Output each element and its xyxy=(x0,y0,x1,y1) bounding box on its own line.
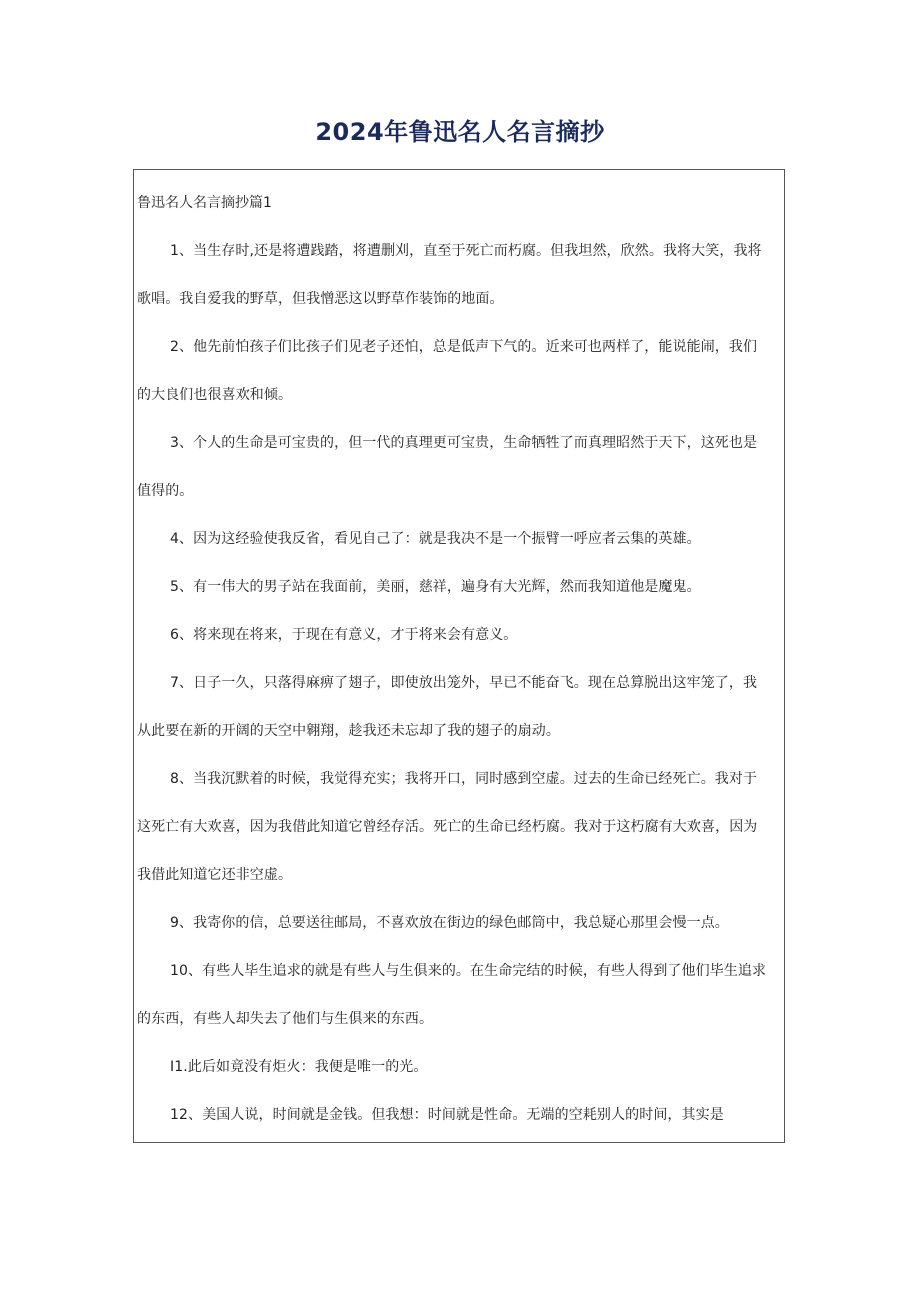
quote-item-2 xyxy=(137,333,782,409)
quote-item-5 xyxy=(137,573,782,601)
quote-text-line: 此后如竟没有炬火：我便是唯一的光。 xyxy=(187,1059,428,1075)
quote-number: 1、 xyxy=(170,243,194,259)
quote-text-line: 将来现在将来，于现在有意义，才于将来会有意义。 xyxy=(193,627,518,643)
quote-number: 10、 xyxy=(170,963,203,979)
quote-text-line: 的大良们也很喜欢和倾。 xyxy=(137,387,293,403)
quote-item-4 xyxy=(137,525,782,553)
section-heading: 鲁迅名人名言摘抄篇1 xyxy=(137,195,272,211)
quote-item-8 xyxy=(137,765,782,889)
quote-number: 7、 xyxy=(170,675,194,691)
quote-text-line: 有一伟大的男子站在我面前，美丽，慈祥，遍身有大光辉，然而我知道他是魔鬼。 xyxy=(193,579,701,595)
quote-text-line: 值得的。 xyxy=(137,483,194,499)
quote-number: 6、 xyxy=(170,627,194,643)
quote-text-line: 从此要在新的开阔的天空中翱翔，趁我还未忘却了我的翅子的扇动。 xyxy=(137,723,560,739)
content-frame xyxy=(133,169,785,1143)
quote-text-line: 这死亡有大欢喜，因为我借此知道它曾经存活。死亡的生命已经朽腐。我对于这朽腐有大欢喜，因为 xyxy=(137,819,758,835)
quote-number: 8、 xyxy=(170,771,194,787)
quote-item-1 xyxy=(137,237,782,313)
quote-number-highlighted xyxy=(170,1059,188,1075)
quote-text-line: 歌唱。我自爱我的野草，但我憎恶这以野草作装饰的地面。 xyxy=(137,291,504,307)
quote-text-line: 我寄你的信，总要送往邮局，不喜欢放在街边的绿色邮筒中，我总疑心那里会慢一点。 xyxy=(193,915,729,931)
quote-text-line: 我借此知道它还非空虚。 xyxy=(137,867,293,883)
quote-text-line: 的东西，有些人却失去了他们与生俱来的东西。 xyxy=(137,1011,434,1027)
document-body xyxy=(137,189,782,1143)
quote-item-10 xyxy=(137,957,782,1033)
quote-text-line: 美国人说，时间就是金钱。但我想：时间就是性命。无端的空耗别人的时间，其实是 xyxy=(202,1107,724,1123)
quote-number: 9、 xyxy=(170,915,194,931)
quote-text-line: 因为这经验使我反省，看见自己了：就是我决不是一个振臂一呼应者云集的英雄。 xyxy=(193,531,701,547)
quote-text-line: 当我沉默着的时候，我觉得充实；我将开口，同时感到空虚。过去的生命已经死亡。我对于 xyxy=(193,771,758,787)
quote-text-line: 个人的生命是可宝贵的，但一代的真理更可宝贵，生命牺牲了而真理昭然于天下，这死也是 xyxy=(193,435,758,451)
quote-item-9 xyxy=(137,909,782,937)
quote-text-line: 日子一久，只落得麻痹了翅子，即使放出笼外，早已不能奋飞。现在总算脱出这牢笼了，我 xyxy=(193,675,758,691)
quote-item-6 xyxy=(137,621,782,649)
quote-number: 4、 xyxy=(170,531,194,547)
quote-item-7 xyxy=(137,669,782,745)
quote-item-11 xyxy=(137,1053,782,1081)
quote-number: I1. xyxy=(170,1059,188,1075)
quote-number: 2、 xyxy=(170,339,194,355)
quote-text-line: 有些人毕生追求的就是有些人与生俱来的。在生命完结的时候，有些人得到了他们毕生追求 xyxy=(202,963,767,979)
quote-item-12 xyxy=(137,1101,782,1129)
quote-number: 3、 xyxy=(170,435,194,451)
quote-item-3 xyxy=(137,429,782,505)
quote-text-line: 当生存时,还是将遭践踏，将遭删刈，直至于死亡而朽腐。但我坦然，欣然。我将大笑，我将 xyxy=(193,243,762,259)
quote-number: 12、 xyxy=(170,1107,203,1123)
quote-text-line: 他先前怕孩子们比孩子们见老子还怕，总是低声下气的。近来可也两样了，能说能闹，我们 xyxy=(193,339,758,355)
quote-number: 5、 xyxy=(170,579,194,595)
page-title: 2024年鲁迅名人名言摘抄 xyxy=(315,118,605,146)
